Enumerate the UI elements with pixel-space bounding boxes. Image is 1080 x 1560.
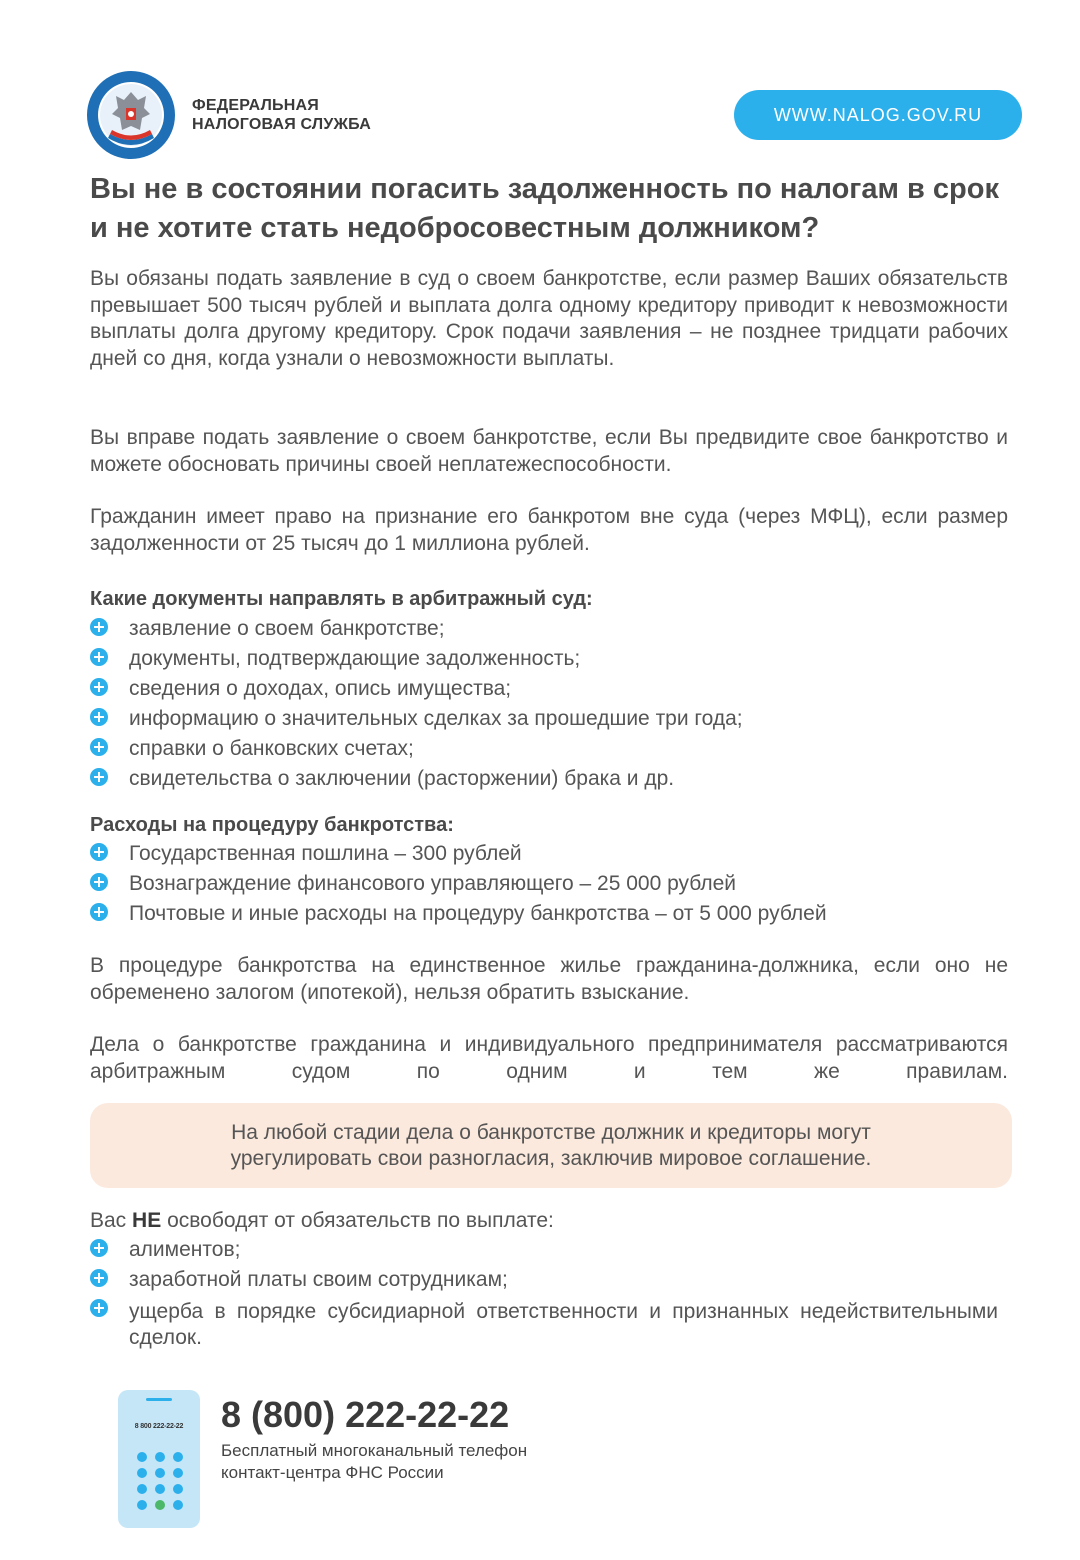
- keypad-dot: [137, 1452, 147, 1462]
- keypad-dot: [173, 1484, 183, 1494]
- notice-text: На любой стадии дела о банкротстве должник и кредиторы могут урегулировать свои разногласия, заключив мировое соглашение.: [230, 1120, 872, 1170]
- list-item: [90, 614, 1010, 644]
- lead-bold: НЕ: [132, 1209, 162, 1232]
- plus-circle-icon: [90, 648, 108, 666]
- keypad-dot: [155, 1468, 165, 1478]
- plus-circle-icon: [90, 903, 108, 921]
- header: [86, 70, 1026, 160]
- lead-after: освободят от обязательств по выплате:: [167, 1209, 554, 1232]
- website-button[interactable]: WWW.NALOG.GOV.RU: [734, 90, 1022, 140]
- list-item-text: Почтовые и иные расходы на процедуру банкротства – от 5 000 рублей: [129, 902, 827, 925]
- keypad-dot: [173, 1500, 183, 1510]
- list-item-text: сведения о доходах, опись имущества;: [129, 677, 512, 700]
- plus-circle-icon: [90, 1299, 108, 1317]
- list-item: [90, 899, 1010, 929]
- expenses-list: [90, 839, 1010, 929]
- hotline-description-line2: контакт-центра ФНС России: [221, 1463, 444, 1482]
- paragraph-entitled: Вы вправе подать заявление о своем банкротстве, если Вы предвидите свое банкротство и можете обосновать причины своей неплатежеспособности.: [90, 426, 1008, 476]
- list-item: [90, 1265, 1010, 1295]
- phone-speaker: [146, 1398, 172, 1401]
- keypad-dot: [173, 1452, 183, 1462]
- documents-list: [90, 614, 1010, 794]
- keypad-dot: [137, 1484, 147, 1494]
- keypad-dot: [155, 1452, 165, 1462]
- list-item-text: справки о банковских счетах;: [129, 737, 414, 760]
- keypad-dot: [173, 1468, 183, 1478]
- documents-heading: Какие документы направлять в арбитражный суд:: [90, 588, 593, 610]
- page-title: Вы не в состоянии погасить задолженность по налогам в срок и не хотите стать недобросовестным должником?: [90, 173, 999, 244]
- keypad-dot-call: [155, 1500, 165, 1510]
- plus-circle-icon: [90, 708, 108, 726]
- plus-circle-icon: [90, 1269, 108, 1287]
- keypad-dot: [137, 1468, 147, 1478]
- phone-icon: [118, 1390, 200, 1528]
- phone-keypad: [137, 1452, 183, 1510]
- hotline-description-line1: Бесплатный многоканальный телефон: [221, 1441, 528, 1460]
- paragraph-mfc: Гражданин имеет право на признание его банкротом вне суда (через МФЦ), если размер задолженности от 25 тысяч до 1 миллиона рублей.: [90, 505, 1008, 555]
- list-item-text: алиментов;: [129, 1238, 241, 1261]
- plus-circle-icon: [90, 738, 108, 756]
- hotline-description: [221, 1440, 527, 1484]
- org-name: [192, 96, 371, 134]
- notice-box: [90, 1103, 1012, 1188]
- org-name-line2: НАЛОГОВАЯ СЛУЖБА: [192, 116, 371, 133]
- paragraph-obliged: Вы обязаны подать заявление в суд о своем банкротстве, если размер Ваших обязательств превышает 500 тысяч рублей и выплата долга одному кредитору приводит к невозможности выплаты долга другому кредитору. Срок подачи заявления – не позднее тридцати рабочих дней со дня, когда узнали о невозможности выплаты.: [90, 267, 1008, 370]
- expenses-heading: Расходы на процедуру банкротства:: [90, 814, 454, 836]
- fns-emblem-icon: [86, 70, 176, 160]
- list-item: [90, 1295, 1010, 1351]
- list-item: [90, 644, 1010, 674]
- lead-before: Вас: [90, 1209, 127, 1232]
- list-item: [90, 764, 1010, 794]
- list-item: [90, 839, 1010, 869]
- list-item: [90, 704, 1010, 734]
- list-item: [90, 734, 1010, 764]
- paragraph-housing: В процедуре банкротства на единственное жилье гражданина-должника, если оно не обременено залогом (ипотекой), нельзя обратить взыскание.: [90, 954, 1008, 1004]
- plus-circle-icon: [90, 678, 108, 696]
- not-released-lead: [90, 1208, 554, 1234]
- plus-circle-icon: [90, 768, 108, 786]
- keypad-dot: [155, 1484, 165, 1494]
- list-item-text: информацию о значительных сделках за прошедшие три года;: [129, 707, 743, 730]
- list-item: [90, 674, 1010, 704]
- org-name-line1: ФЕДЕРАЛЬНАЯ: [192, 97, 319, 114]
- hotline-number[interactable]: 8 (800) 222-22-22: [221, 1394, 510, 1435]
- list-item: [90, 869, 1010, 899]
- list-item-text: ущерба в порядке субсидиарной ответственности и признанных недействительными сделок.: [129, 1300, 998, 1349]
- plus-circle-icon: [90, 873, 108, 891]
- plus-circle-icon: [90, 618, 108, 636]
- plus-circle-icon: [90, 843, 108, 861]
- phone-screen-text: 8 800 222-22-22: [134, 1423, 184, 1430]
- plus-circle-icon: [90, 1239, 108, 1257]
- paragraph-rules: Дела о банкротстве гражданина и индивидуального предпринимателя рассматриваются арбитражным судом по одним и тем же правилам.: [90, 1033, 1008, 1083]
- keypad-dot: [137, 1500, 147, 1510]
- list-item: [90, 1235, 1010, 1265]
- list-item-text: свидетельства о заключении (расторжении) брака и др.: [129, 767, 675, 790]
- list-item-text: документы, подтверждающие задолженность;: [129, 647, 581, 670]
- list-item-text: Вознаграждение финансового управляющего – 25 000 рублей: [129, 872, 737, 895]
- list-item-text: заработной платы своим сотрудникам;: [129, 1268, 508, 1291]
- not-released-list: [90, 1235, 1010, 1351]
- list-item-text: заявление о своем банкротстве;: [129, 617, 445, 640]
- list-item-text: Государственная пошлина – 300 рублей: [129, 842, 522, 865]
